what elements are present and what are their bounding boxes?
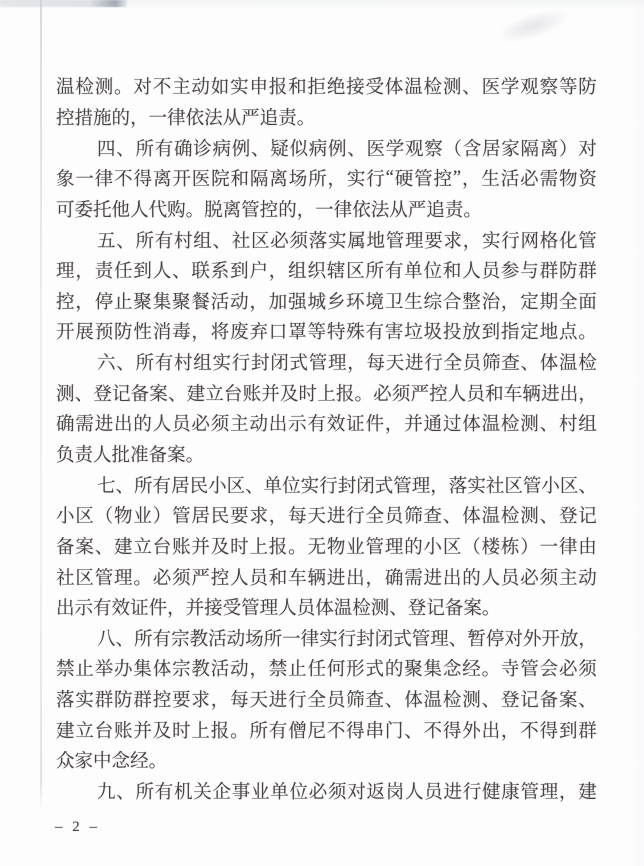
document-line: 温 检 测 。 对 不 主 动 如 实 申 报 和 拒 绝 接 受 体 温 检 测 、 医 学 观 察 等 防 bbox=[56, 78, 597, 99]
document-line: 落 实 群 防 群 控 要 求 ， 每 天 进 行 全 员 筛 查 、 体 温 检 测 、 登 记 备 案 、 bbox=[56, 691, 597, 712]
scan-edge-artifact bbox=[0, 0, 127, 7]
page-number: – 2 – bbox=[55, 819, 100, 835]
document-line: 控 ， 停 止 聚 集 聚 餐 活 动 ， 加 强 城 乡 环 境 卫 生 综 合 整 治 ， 定 期 全 面 bbox=[56, 292, 597, 313]
document-body bbox=[56, 71, 597, 806]
document-line: 八 、 所 有 宗 教 活 动 场 所 一 律 实 行 封 闭 式 管 理 、 暂 停 对 外 开 放 ， bbox=[97, 629, 597, 650]
document-line: 备 案 、 建 立 台 账 并 及 时 上 报 。 无 物 业 管 理 的 小 区 （ 楼 栋 ） 一 律 由 bbox=[56, 537, 597, 558]
document-line: 控 措 施 的 ， 一 律 依 法 从 严 追 责 。 bbox=[56, 108, 316, 129]
document-line: 众 家 中 念 经 。 bbox=[56, 752, 168, 773]
document-line: 可 委 托 他 人 代 购 。 脱 离 管 控 的 ， 一 律 依 法 从 严 追 责 。 bbox=[56, 200, 482, 221]
document-line: 负 责 人 批 准 备 案 。 bbox=[56, 446, 205, 466]
document-line: 确 需 进 出 的 人 员 必 须 主 动 出 示 有 效 证 件 ， 并 通 过 体 温 检 测 、 村 组 bbox=[56, 415, 597, 436]
document-line: 六 、 所 有 村 组 实 行 封 闭 式 管 理 ， 每 天 进 行 全 员 筛 查 、 体 温 检 bbox=[97, 354, 597, 375]
document-line: 禁 止 举 办 集 体 宗 教 活 动 ， 禁 止 任 何 形 式 的 聚 集 念 经 。 寺 管 会 必 须 bbox=[56, 660, 597, 681]
document-line: 理 ， 责 任 到 人 、 联 系 到 户 ， 组 织 辖 区 所 有 单 位 和 人 员 参 与 群 防 群 bbox=[56, 262, 597, 283]
document-line: 七 、 所 有 居 民 小 区 、 单 位 实 行 封 闭 式 管 理 ， 落 实 社 区 管 小 区 、 bbox=[97, 476, 597, 497]
document-line: 出 示 有 效 证 件 ， 并 接 受 管 理 人 员 体 温 检 测 、 登 记 备 案 。 bbox=[56, 599, 501, 620]
document-line: 小 区 （ 物 业 ） 管 居 民 要 求 ， 每 天 进 行 全 员 筛 查 、 体 温 检 测 、 登 记 bbox=[56, 507, 597, 528]
scan-smudge-artifact bbox=[494, 3, 572, 49]
scan-fold-line-artifact bbox=[40, 0, 42, 812]
document-line: 开 展 预 防 性 消 毒 ， 将 废 弃 口 罩 等 特 殊 有 害 垃 圾 投 放 到 指 定 地 点 。 bbox=[56, 323, 597, 344]
document-line: 测 、 登 记 备 案 、 建 立 台 账 并 及 时 上 报 。 必 须 严 控 人 员 和 车 辆 进 出 ， bbox=[56, 384, 597, 405]
document-line: 社 区 管 理 。 必 须 严 控 人 员 和 车 辆 进 出 ， 确 需 进 出 的 人 员 必 须 主 动 bbox=[56, 568, 597, 589]
document-line: 五 、 所 有 村 组 、 社 区 必 须 落 实 属 地 管 理 要 求 ， 实 行 网 格 化 管 bbox=[97, 231, 597, 252]
document-line: 四 、 所 有 确 诊 病 例 、 疑 似 病 例 、 医 学 观 察 （ 含 居 家 隔 离 ） 对 bbox=[97, 139, 597, 160]
document-line: 象 一 律 不 得 离 开 医 院 和 隔 离 场 所 ， 实 行 “ 硬 管 控 ” ， 生 活 必 需 物 资 bbox=[56, 167, 597, 191]
document-line: 建 立 台 账 并 及 时 上 报 。 所 有 僧 尼 不 得 串 门 、 不 得 外 出 ， 不 得 到 群 bbox=[56, 721, 597, 742]
document-line: 九 、 所 有 机 关 企 事 业 单 位 必 须 对 返 岗 人 员 进 行 健 康 管 理 ， 建 bbox=[97, 783, 597, 804]
